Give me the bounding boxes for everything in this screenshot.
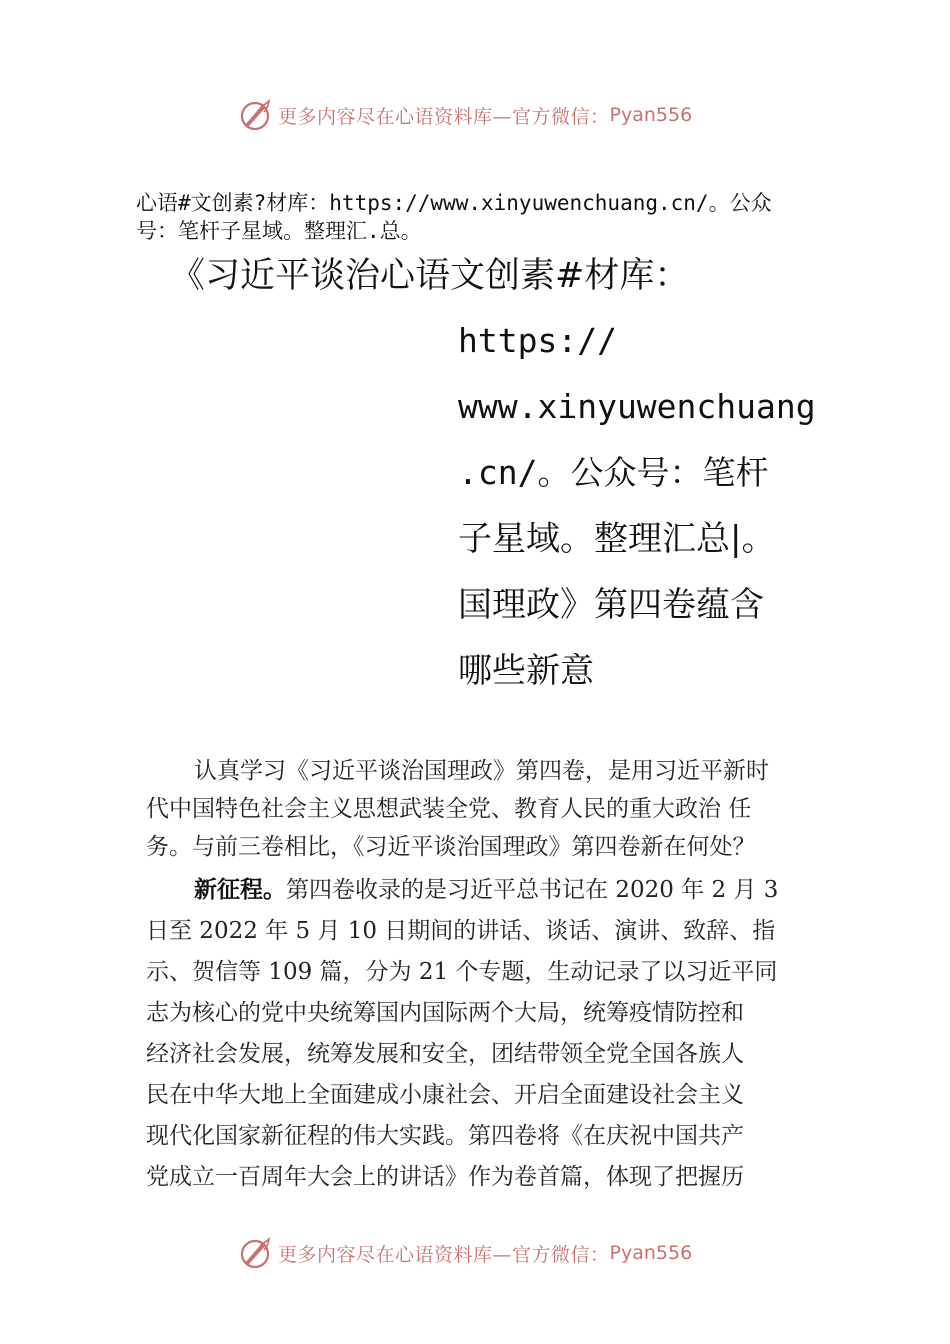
paragraph-line: 代中国特色社会主义思想武装全党、教育人民的重大政治 任 <box>146 796 752 822</box>
watermark-line-2: 号：笔杆子星域。整理汇.总。 <box>136 219 422 243</box>
banner-text: 更多内容尽在心语资料库—官方微信： <box>278 1243 610 1266</box>
title-line-5: 国理政》第四卷蕴含 <box>458 585 764 625</box>
paragraph-intro <box>146 752 836 866</box>
title-line-6: 哪些新意 <box>458 651 594 691</box>
quill-pen-logo-icon <box>238 98 272 132</box>
paragraph-line: 经济社会发展，统筹发展和安全，团结带领全党全国各族人 <box>146 1041 744 1067</box>
paragraph-line: 志为核心的党中央统筹国内国际两个大局，统筹疫情防控和 <box>146 1000 744 1026</box>
footer-banner <box>238 1233 738 1273</box>
banner-text: 更多内容尽在心语资料库—官方微信： <box>278 105 610 128</box>
quill-pen-logo-icon <box>238 1236 272 1270</box>
paragraph-first-line <box>146 870 836 911</box>
title-line-3: .cn/。公众号：笔杆 <box>458 453 769 492</box>
header-banner <box>238 95 738 135</box>
paragraph-new-journey <box>146 870 836 1198</box>
banner-wechat-id: Pyan556 <box>609 1242 693 1264</box>
title-line-2: www.xinyuwenchuang <box>458 387 816 426</box>
paragraph-first-rest: 第四卷收录的是习近平总书记在 2020 年 2 月 3 <box>286 877 779 903</box>
paragraph-lead: 新征程。 <box>194 877 286 903</box>
title-column <box>458 308 816 704</box>
watermark-line-1: 心语#文创素?材库：https://www.xinyuwenchuang.cn/。公众 <box>136 191 772 215</box>
title-line-1: https:// <box>458 321 617 360</box>
paragraph-line: 示、贺信等 109 篇，分为 21 个专题，生动记录了以习近平同 <box>146 959 778 985</box>
paragraph-line: 党成立一百周年大会上的讲话》作为卷首篇，体现了把握历 <box>146 1164 744 1190</box>
paragraph-line: 现代化国家新征程的伟大实践。第四卷将《在庆祝中国共产 <box>146 1123 744 1149</box>
paragraph-line: 日至 2022 年 5 月 10 日期间的讲话、谈话、演讲、致辞、指 <box>146 918 776 944</box>
banner-wechat-id: Pyan556 <box>609 104 693 126</box>
paragraph-line: 认真学习《习近平谈治国理政》第四卷，是用习近平新时 <box>194 758 769 784</box>
paragraph-line: 民在中华大地上全面建成小康社会、开启全面建设社会主义 <box>146 1082 744 1108</box>
title-first-line: 《习近平谈治心语文创素#材库： <box>170 256 690 296</box>
title-line-4: 子星域。整理汇总|。 <box>458 519 776 559</box>
paragraph-line: 务。与前三卷相比，《习近平谈治国理政》第四卷新在何处？ <box>146 834 756 860</box>
